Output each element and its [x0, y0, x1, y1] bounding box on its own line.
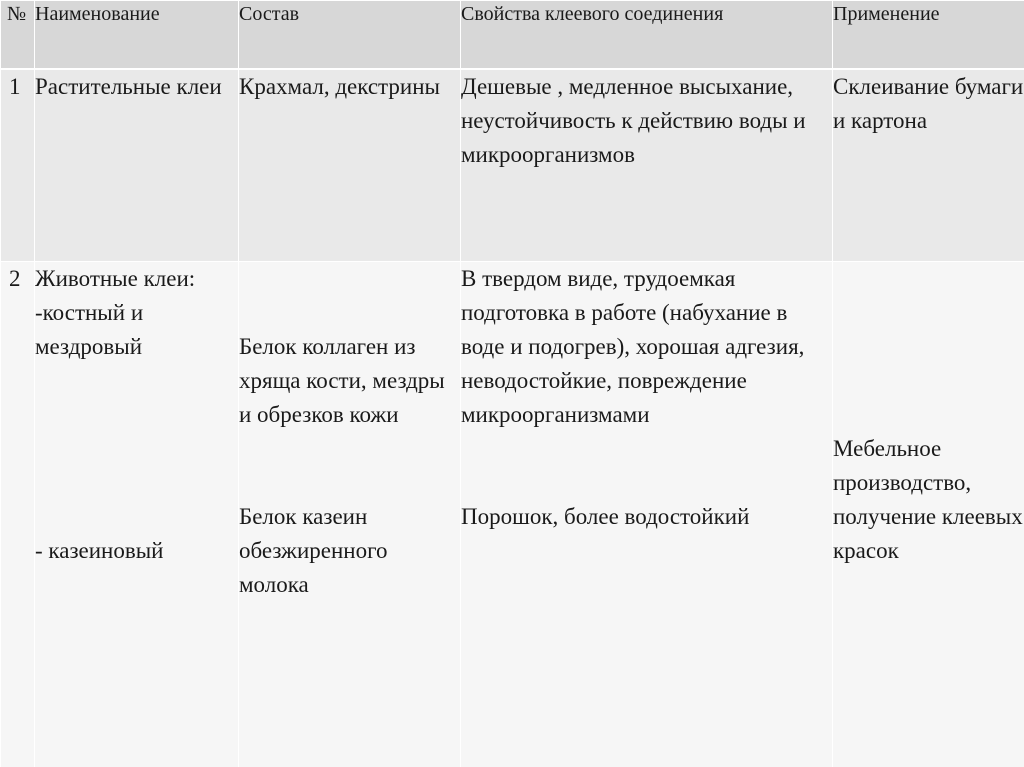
spacer: [35, 500, 238, 534]
header-number: №: [1, 1, 35, 69]
row-name: Растительные клеи: [35, 69, 239, 262]
row-properties: Дешевые , медленное высыхание, неустойчивость к действию воды и микроорганизмов: [461, 69, 833, 262]
row-properties-bone: В твердом виде, трудоемкая подготовка в работе (набухание в воде и подогрев), хорошая адгезия, неводостойкие, повреждение микроорганизмами: [461, 266, 805, 427]
spacer: [239, 262, 460, 330]
table-header-row: [1, 1, 1024, 69]
table-row: [1, 262, 1024, 767]
row-name: [35, 262, 239, 767]
spacer: [35, 432, 238, 500]
row-application: [833, 262, 1024, 767]
header-name: Наименование: [35, 1, 239, 69]
spacer: [239, 432, 460, 500]
row-properties: [461, 262, 833, 767]
row-composition: [239, 262, 461, 767]
row-name-subtype-bone: -костный и мездровый: [35, 300, 144, 359]
spacer: [461, 432, 832, 500]
row-application-text: Мебельное производство, получение клеевых красок: [833, 436, 1023, 563]
spacer: [35, 364, 238, 432]
row-number: 1: [1, 69, 35, 262]
header-properties: Свойства клеевого соединения: [461, 1, 833, 69]
spacer: [833, 262, 1024, 432]
row-properties-casein: Порошок, более водостойкий: [461, 504, 750, 529]
row-number: 2: [1, 262, 35, 767]
header-application: Применение: [833, 1, 1024, 69]
row-composition: Крахмал, декстрины: [239, 69, 461, 262]
table-row: [1, 69, 1024, 262]
row-name-title: Животные клеи:: [35, 266, 196, 291]
row-application: Склеивание бумаги и картона: [833, 69, 1024, 262]
header-composition: Состав: [239, 1, 461, 69]
row-name-subtype-casein: - казеиновый: [35, 538, 164, 563]
row-composition-collagen: Белок коллаген из хряща кости, мездры и обрезков кожи: [239, 334, 445, 427]
row-composition-casein: Белок казеин обезжиренного молока: [239, 504, 388, 597]
